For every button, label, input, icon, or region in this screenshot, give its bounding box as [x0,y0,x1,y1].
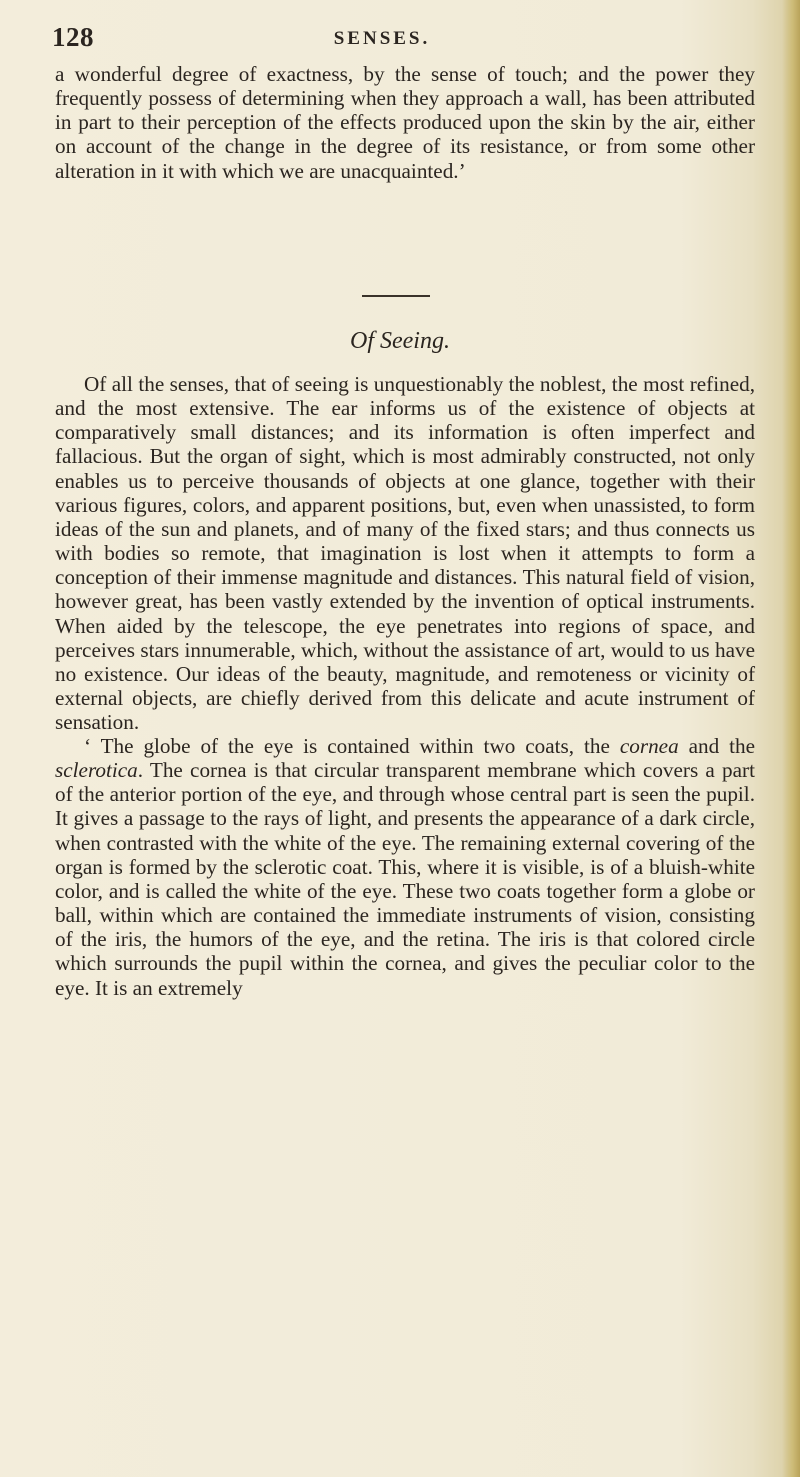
paragraph-text: ‘ The globe of the eye is contained within two coats, the [84,734,620,758]
page-edge-shadow [782,0,800,1477]
page-number: 128 [52,22,94,52]
running-head: SENSES. [333,28,431,49]
paragraph-of-seeing: Of all the senses, that of seeing is unquestionably the noblest, the most refined, and the most extensive. The ear informs us of the existence of objects at comparatively small distances; and its information is often imperfect and fallacious. But the organ of sight, which is most admirably constructed, not only enables us to perceive thousands of objects at one glance, together with their various figures, colors, and apparent positions, but, even when unassisted, to form ideas of the sun and planets, and of many of the fixed stars; and thus connects us with bodies so remote, that imagination is lost when it attempts to form a conception of their immense magnitude and distances. This natural field of vision, however great, has been vastly extended by the invention of optical instruments. When aided by the telescope, the eye penetrates into regions of space, and perceives stars innumerable, which, without the assistance of art, would to us have no existence. Our ideas of the beauty, magnitude, and remoteness or vicinity of external objects, are chiefly derived from this delicate and acute instrument of sensation. [55,372,755,735]
paragraph-text: . The cornea is that circular transparent membrane which covers a part of the anterior portion of the eye, and through whose central part is seen the pupil. It gives a passage to the rays of light, and presents the appearance of a dark circle, when contrasted with the white of the eye. The remaining external covering of the organ is formed by the sclerotic coat. This, where it is visible, is of a bluish-white color, and is called the white of the eye. These two coats together form a globe or ball, within which are contained the immediate instruments of vision, consisting of the iris, the humors of the eye, and the retina. The iris is that colored circle which surrounds the pupil within the cornea, and gives the peculiar color to the eye. It is an extremely [55,758,755,1000]
paragraph-text: and the [678,734,755,758]
page-header [52,22,752,56]
term-cornea: cornea [619,734,679,758]
section-divider [362,295,430,297]
term-sclerotica: sclerotica [55,758,138,783]
section-title: Of Seeing. [350,328,450,354]
paragraph-continued: a wonderful degree of exactness, by the sense of touch; and the power they frequently possess of determining when they approach a wall, has been attributed in part to their perception of the effects produced upon the skin by the air, either on account of the change in the degree of its resistance, or from some other alteration in it with which we are unacquainted.’ [55,62,755,183]
paragraph-eye-globe [55,734,755,1000]
